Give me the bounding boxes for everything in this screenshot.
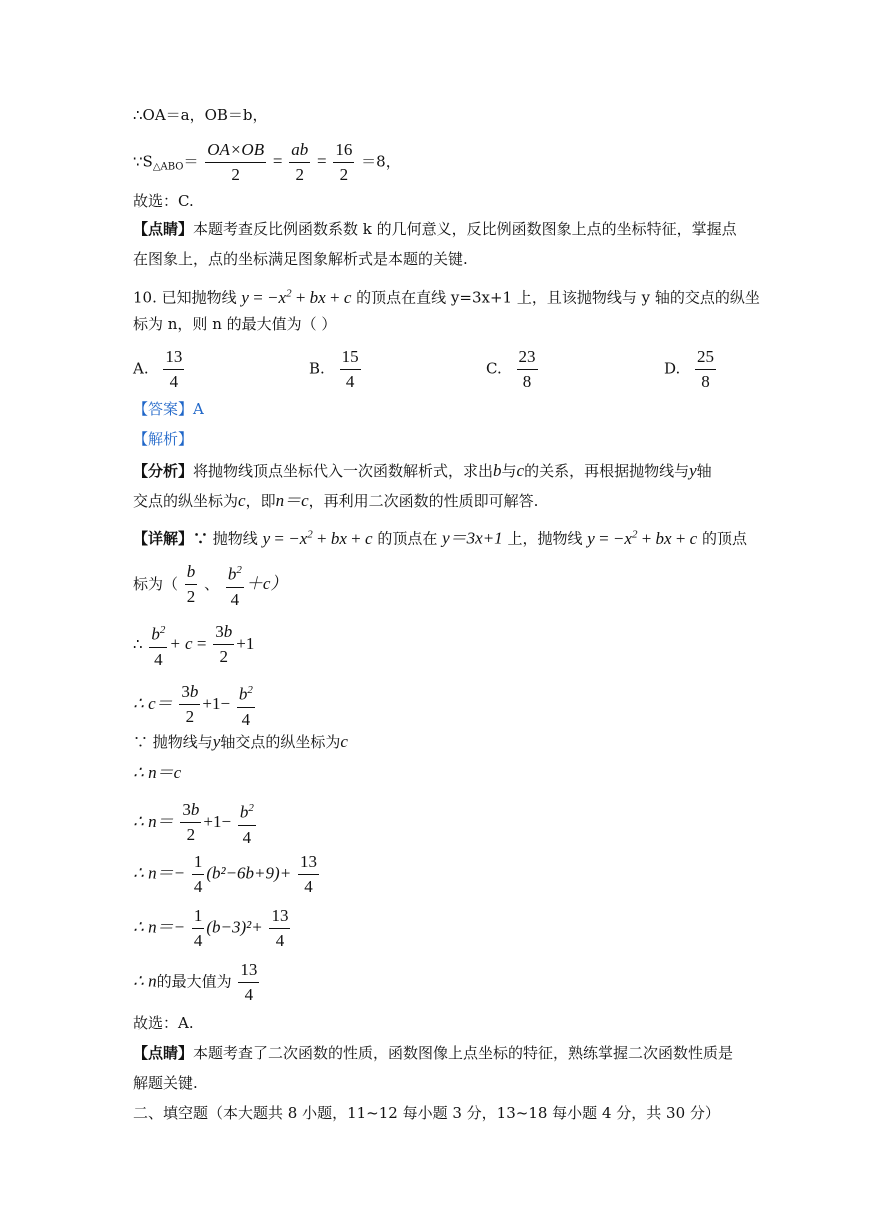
comment-line-2: 在图象上，点的坐标满足图象解析式是本题的关键. <box>133 250 468 268</box>
triangle-subscript: △ABO <box>152 161 184 173</box>
answer-label: 【答案】A <box>133 400 204 418</box>
fraction-16: $\frac{16}{2}$ <box>335 140 353 184</box>
question-10-line-1: 10. 已知抛物线 $y = -x^2$ + bx + c 的顶点在直线 y=3x+1 上，且该抛物线与 y 轴的交点的纵坐 <box>133 287 760 307</box>
area-formula: $\because S_{\triangle ABO}=$ $\frac{OA\times OB}{2}$ = $\frac{ab}{2}$ = $\frac{16}{2}$ ＝8， <box>133 140 401 184</box>
fraction-ab: $\frac{ab}{2}$ <box>291 140 309 184</box>
step-6: ∴ n＝− $\frac{1}{4}$ (b²−6b+9)+ $\frac{13}{4}$ <box>133 852 317 896</box>
comment-line-1: 【点睛】本题考查反比例函数系数 k 的几何意义，反比例函数图象上点的坐标特征，掌握点 <box>133 220 737 238</box>
choose-c: 故选：C. <box>133 192 194 210</box>
end-comment-line-2: 解题关键. <box>133 1074 198 1092</box>
detail-line-2: 标为（ $\frac{b}{2}$ 、 $\frac{b^2}{4}$ ＋c） <box>133 560 287 610</box>
choice-b[interactable]: B. $\frac{15}{4}$ <box>309 347 359 391</box>
step-2: ∴ c＝ $\frac{3b}{2}$ +1− $\frac{b^2}{4}$ <box>133 680 257 730</box>
end-comment-line-1: 【点睛】本题考查了二次函数的性质，函数图像上点坐标的特征，熟练掌握二次函数性质是 <box>133 1044 734 1062</box>
question-10-line-2: 标为 n，则 n 的最大值为（ ） <box>133 315 337 333</box>
fraction-oa-ob: $\frac{OA\times OB}{2}$ <box>207 140 265 184</box>
analysis-line-2: 交点的纵坐标为c，即n＝c，再利用二次函数的性质即可解答. <box>133 491 539 510</box>
detail-line-1: 【详解】∵ 抛物线 $y = -x^2$ + bx + c 的顶点在 y＝3x+1 上，抛物线 $y = -x^2$ + bx + c 的顶点 <box>133 528 748 548</box>
step-8: ∴ n的最大值为 $\frac{13}{4}$ <box>133 960 258 1004</box>
step-4: ∴ n＝c <box>133 763 182 782</box>
choose-a: 故选：A. <box>133 1014 194 1032</box>
analysis-line-1: 【分析】将抛物线顶点坐标代入一次函数解析式，求出b与c的关系，再根据抛物线与y轴 <box>133 461 712 480</box>
choice-a[interactable]: A. $\frac{13}{4}$ <box>133 347 183 391</box>
parabola-formula: $y = -x^2$ + bx + c <box>241 287 352 307</box>
because-symbol: ∵S <box>133 152 153 171</box>
line-oa-ob: ∴OA＝a，OB＝b， <box>133 106 268 124</box>
analysis-label: 【解析】 <box>133 430 194 448</box>
section-header: 二、填空题（本大题共 8 小题，11~12 每小题 3 分，13~18 每小题 4 分，共 30 分） <box>133 1104 720 1122</box>
equals: ＝ <box>183 152 199 171</box>
step-3: ∵ 抛物线与y轴交点的纵坐标为c <box>133 732 348 751</box>
step-1: ∴ $\frac{b^2}{4}$ + c = $\frac{3b}{2}$ +1 <box>133 620 254 670</box>
choice-d[interactable]: D. $\frac{25}{8}$ <box>664 347 715 391</box>
step-7: ∴ n＝− $\frac{1}{4}$ (b−3)²+ $\frac{13}{4}$ <box>133 906 289 950</box>
choice-c[interactable]: C. $\frac{23}{8}$ <box>486 347 536 391</box>
equals-eight: ＝8， <box>361 152 401 171</box>
step-5: ∴ n＝ $\frac{3b}{2}$ +1− $\frac{b^2}{4}$ <box>133 798 258 848</box>
comment-tag: 【点睛】 <box>133 220 194 238</box>
